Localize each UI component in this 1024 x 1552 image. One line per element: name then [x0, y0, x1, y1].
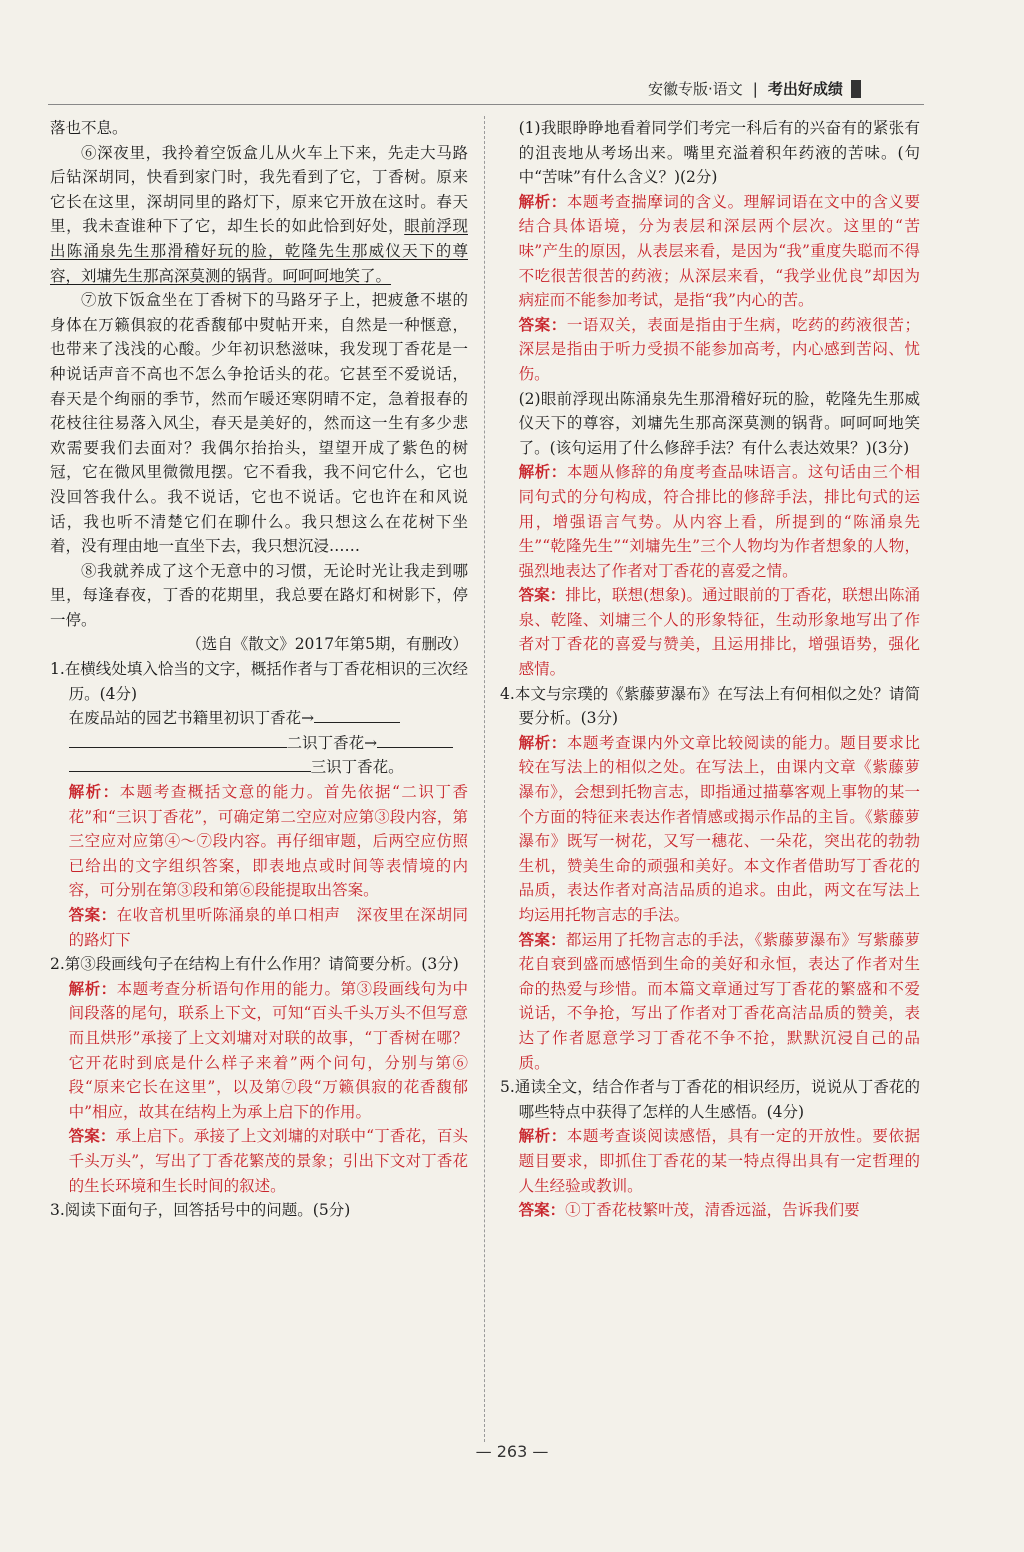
header-separator: |	[752, 79, 758, 98]
answer-blank-4	[69, 755, 311, 772]
question-3-2-analysis	[500, 460, 920, 583]
analysis-text: 本题考查概括文意的能力。首先依据“二识丁香花”和“三识丁香花”，可确定第二空应对应第③段内容，第三空应对应第④～⑦段内容。再仔细审题，后两空应仿照已给出的文字组织答案，即表地点或时间等表情境的内容，可分别在第③段和第⑥段能提取出答案。	[68, 783, 468, 900]
page-header	[648, 78, 924, 99]
question-2: 2.第③段画线句子在结构上有什么作用？请简要分析。(3分)	[50, 955, 459, 974]
question-1-line-1	[50, 706, 468, 731]
analysis-text: 本题考查揣摩词的含义。理解词语在文中的含义要结合具体语境，分为表层和深层两个层次。这里的“苦味”产生的原因，从表层来看，是因为“我”重度失聪而不得不吃很苦很苦的药液；从深层来看，“我学业优良”却因为病症而不能参加考试，是指“我”内心的苦。	[518, 192, 920, 310]
source-citation: （选自《散文》2017年第5期，有删改）	[186, 635, 468, 654]
left-column	[50, 116, 468, 1223]
question-1: 1.在横线处填入恰当的文字，概括作者与丁香花相识的三次经历。(4分)	[50, 660, 468, 703]
question-5-answer	[500, 1198, 920, 1223]
answer-text: 排比，联想(想象)。通过眼前的丁香花，联想出陈涌泉、乾隆、刘墉三个人的形象特征，生动形象地写出了作者对丁香花的喜爱与赞美，且运用排比，增强语势，强化感情。	[518, 586, 920, 679]
question-2-analysis	[50, 977, 468, 1125]
continued-text: 落也不息。	[50, 119, 128, 137]
question-1-line-2-text: 二识丁香花→	[286, 733, 378, 752]
question-3-1-answer	[500, 313, 920, 387]
answer-text: 承上启下。承接了上文刘墉的对联中“丁香花，百头千头万头”，写出了丁香花繁茂的景象；引出下文对丁香花的生长环境和生长时间的叙述。	[68, 1127, 468, 1195]
question-3-1: (1)我眼睁睁地看着同学们考完一科后有的兴奋有的紧张有的沮丧地从考场出来。嘴里充溢着积年药液的苦味。(句中“苦味”有什么含义？)(2分)	[518, 119, 920, 187]
question-5-analysis	[500, 1124, 920, 1198]
question-1-line-3	[50, 755, 468, 780]
edition-label: 安徽专版·语文	[648, 80, 743, 98]
analysis-label: 解析：	[518, 732, 567, 752]
analysis-text: 本题考查分析语句作用的能力。第③段画线句为中间段落的尾句，联系上下文，可知“百头千头万头不但写意而且烘形”承接了上文刘墉对对联的故事，“丁香树在哪？它开花时到底是什么样子来着”两个问句，分别与第⑥段“原来它长在这里”，以及第⑦段“万籁俱寂的花香馥郁中”相应，故其在结构上为承上启下的作用。	[68, 979, 468, 1121]
answer-text: 在收音机里听陈涌泉的单口相声 深夜里在深胡同的路灯下	[68, 906, 468, 949]
answer-text: ①丁香花枝繁叶茂，清香远溢，告诉我们要	[565, 1201, 860, 1220]
analysis-label: 解析：	[68, 978, 117, 998]
underlined-sentence: 眼前浮现出陈涌泉先生那滑稽好玩的脸，乾隆先生那威仪天下的尊容，刘墉先生那高深莫测的锅背。呵呵呵地笑了。	[50, 217, 468, 285]
analysis-label: 解析：	[518, 1126, 567, 1146]
analysis-label: 解析：	[68, 782, 120, 802]
answer-blank-1	[314, 706, 400, 723]
question-1-line-1-text: 在废品站的园艺书籍里初识丁香花→	[68, 709, 315, 728]
question-3-2: (2)眼前浮现出陈涌泉先生那滑稽好玩的脸，乾隆先生那威仪天下的尊容，刘墉先生那高深莫测的锅背。呵呵呵地笑了。(该句运用了什么修辞手法？有什么表达效果？)(3分)	[518, 389, 920, 457]
question-1-line-2	[50, 731, 468, 756]
brand-label: 考出好成绩	[767, 80, 843, 98]
answer-label: 答案：	[518, 585, 566, 605]
question-4-analysis	[500, 731, 920, 928]
question-3: 3.阅读下面句子，回答括号中的问题。(5分)	[50, 1201, 351, 1220]
analysis-text: 本题考查谈阅读感悟，具有一定的开放性。要依据题目要求，即抓住丁香花的某一特点得出具有一定哲理的人生经验或教训。	[518, 1127, 920, 1195]
paragraph-8: ⑧我就养成了这个无意中的习惯，无论时光让我走到哪里，每逢春夜，丁香的花期里，我总要在路灯和树影下，停一停。	[50, 561, 468, 629]
answer-text: 都运用了托物言志的手法，《紫藤萝瀑布》写紫藤萝花自衰到盛而感悟到生命的美好和永恒，表达了作者对生命的热爱与珍惜。而本篇文章通过写丁香花的繁盛和不爱说话，不争抢，写出了作者对丁香花高洁品质的赞美，表达了作者愿意学习丁香花不争不抢，默默沉浸自己的品质。	[518, 930, 920, 1072]
brand-mark-icon	[851, 80, 861, 98]
question-2-answer	[50, 1124, 468, 1198]
question-3-1-analysis	[500, 190, 920, 313]
answer-blank-3	[377, 731, 453, 748]
question-5: 5.通读全文，结合作者与丁香花的相识经历，说说从丁香花的哪些特点中获得了怎样的人生感悟。(4分)	[500, 1078, 920, 1121]
answer-text: 一语双关，表面是指由于生病，吃药的药液很苦；深层是指由于听力受损不能参加高考，内心感到苦闷、忧伤。	[518, 315, 920, 383]
question-1-answer	[50, 903, 468, 952]
answer-blank-2	[69, 731, 287, 748]
page-number: — 263 —	[475, 1442, 549, 1461]
paragraph-6	[50, 141, 468, 289]
answer-label: 答案：	[68, 1126, 116, 1146]
analysis-text: 本题从修辞的角度考查品味语言。这句话由三个相同句式的分句构成，符合排比的修辞手法，排比句式的运用，增强语言气势。从内容上看，所提到的“陈涌泉先生”“乾隆先生”“刘墉先生”三个人物均为作者想象的人物，强烈地表达了作者对丁香花的喜爱之情。	[518, 463, 920, 580]
answer-label: 答案：	[518, 929, 566, 949]
analysis-label: 解析：	[518, 191, 567, 211]
answer-label: 答案：	[518, 1200, 566, 1220]
question-3-2-answer	[500, 583, 920, 681]
question-4-answer	[500, 928, 920, 1076]
question-1-line-3-text: 三识丁香花。	[310, 758, 404, 777]
question-4: 4.本文与宗璞的《紫藤萝瀑布》在写法上有何相似之处？请简要分析。(3分)	[500, 684, 920, 728]
analysis-text: 本题考查课内外文章比较阅读的能力。题目要求比较在写法上的相似之处。在写法上，由课内文章《紫藤萝瀑布》，会想到托物言志，即指通过描摹客观上事物的某一个方面的特征来表达作者情感或揭示作品的主旨。《紫藤萝瀑布》既写一树花，又写一穗花、一朵花，突出花的勃勃生机，赞美生命的顽强和美好。本文作者借助写丁香花的品质，表达作者对高洁品质的追求。由此，两文在写法上均运用托物言志的手法。	[518, 733, 920, 924]
paragraph-6-text: ⑥深夜里，我拎着空饭盒儿从火车上下来，先走大马路后钻深胡同，快看到家门时，我先看到了它，丁香树。原来它长在这里，深胡同里的路灯下，原来它开放在这时。春天里，我未查谁种下了它，却生长的如此恰到好处，	[50, 143, 468, 236]
right-column	[500, 116, 920, 1223]
answer-label: 答案：	[68, 905, 117, 924]
column-divider	[484, 116, 485, 1442]
paragraph-7: ⑦放下饭盒坐在丁香树下的马路牙子上，把疲惫不堪的身体在万籁俱寂的花香馥郁中熨帖开来，自然是一种惬意，也带来了浅浅的心酸。少年初识愁滋味，我发现丁香花是一种说话声音不高也不怎么争抢话头的花。它甚至不爱说话，春天是个绚丽的季节，然而乍暖还寒阴晴不定，急着报春的花枝往往易落入风尘，春天是美好的，然而这一生有多少悲欢需要我们去面对？我偶尔抬抬头，望望开成了紫色的树冠，它在微风里微微甩摆。它不看我，我不问它什么，它也没回答我什么。我不说话，它也不说话。它也许在和风说话，我也听不清楚它们在聊什么。我只想这么在花树下坐着，没有理由地一直坐下去，我只想沉浸……	[50, 291, 468, 556]
header-rule	[48, 104, 924, 105]
question-1-analysis	[50, 780, 468, 903]
answer-label: 答案：	[518, 314, 567, 334]
analysis-label: 解析：	[518, 462, 567, 482]
